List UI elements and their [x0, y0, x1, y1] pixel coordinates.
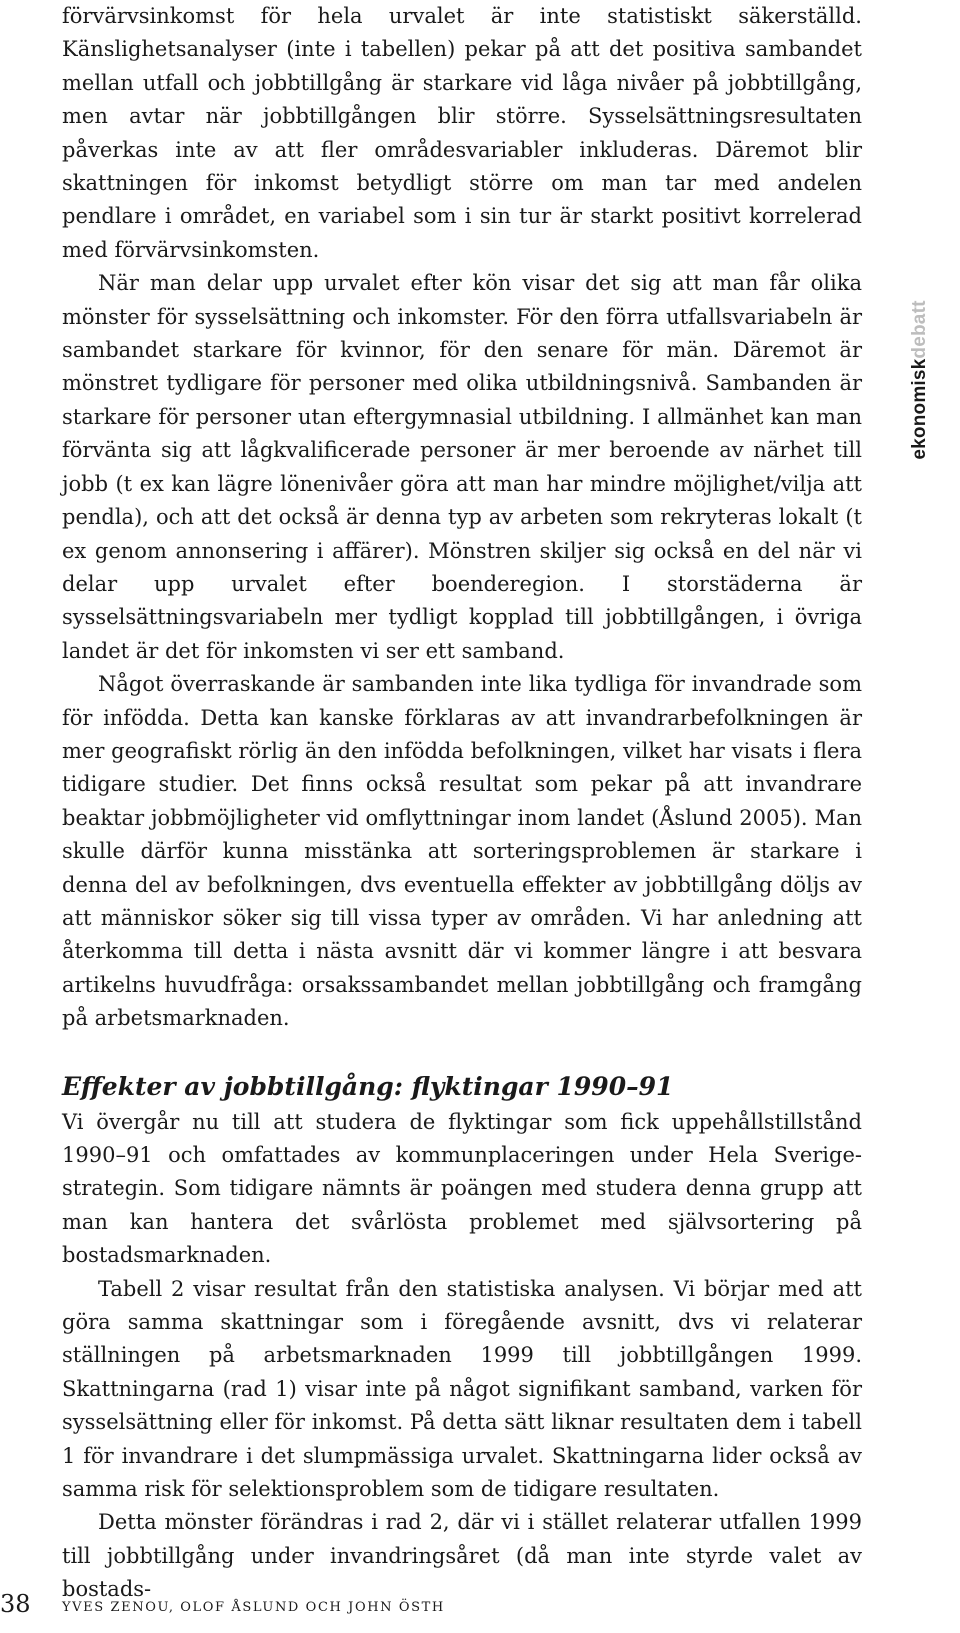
journal-logo-part1: ekonomisk	[909, 358, 930, 460]
paragraph: När man delar upp urvalet efter kön visar det sig att man får olika mönster för sysselsättning och inkomster. För den förra utfallsvariabeln är sambandet starkare för kvinnor, för den senare för män. Däremot är mönstret tydligare för personer med olika utbildningsnivå. Sambanden är starkare för personer utan eftergymnasial utbildning. I allmänhet kan man förvänta sig att lågkvalificerade personer är mer beroende av närhet till jobb (t ex kan lägre lönenivåer göra att man har mindre möjlighet/vilja att pendla), och att det också är denna typ av arbeten som rekryteras lokalt (t ex genom annonsering i affärer). Mönstren skiljer sig också en del när vi delar upp urvalet efter boenderegion. I storstäderna är sysselsättningsvariabeln mer tydligt kopplad till jobbtillgången, i övriga landet är det för inkomsten vi ser ett samband.	[62, 271, 862, 663]
journal-logo-part2: debatt	[909, 300, 930, 359]
paragraph: Tabell 2 visar resultat från den statistiska analysen. Vi börjar med att göra samma skattningar som i föregående avsnitt, dvs vi relaterar ställningen på arbetsmarknaden 1999 till jobbtillgången 1999. Skattningarna (rad 1) visar inte på något signifikant samband, varken för sysselsättning eller för inkomst. På detta sätt liknar resultaten dem i tabell 1 för invandrare i det slumpmässiga urvalet. Skattningarna lider också av samma risk för selektionsproblem som de tidigare resultaten.	[62, 1276, 862, 1502]
running-footer-authors: YVES ZENOU, OLOF ÅSLUND OCH JOHN ÖSTH	[62, 1600, 445, 1615]
page-number: 38	[0, 1590, 31, 1618]
article-body	[62, 0, 862, 1607]
journal-logo	[909, 300, 931, 459]
paragraph: Detta mönster förändras i rad 2, där vi i stället relaterar utfallen 1999 till jobbtillgång under invandringsåret (då man inte styrde valet av bostads-	[62, 1510, 862, 1602]
paragraph: Vi övergår nu till att studera de flyktingar som fick uppehållstillstånd 1990–91 och omfattades av kommunplaceringen under Hela Sverige-strategin. Som tidigare nämnts är poängen med studera denna grupp att man kan hantera det svårlösta problemet med självsortering på bostadsmarknaden.	[62, 1109, 862, 1268]
journal-side-label	[900, 270, 940, 490]
paragraph: förvärvsinkomst för hela urvalet är inte statistiskt säkerställd. Känslighetsanalyser (inte i tabellen) pekar på att det positiva sambandet mellan utfall och jobbtillgång är starkare vid låga nivåer på jobbtillgång, men avtar när jobbtillgången blir större. Sysselsättningsresultaten påverkas inte av att fler områdesvariabler inkluderas. Däremot blir skattningen för inkomst betydligt större om man tar med andelen pendlare i området, en variabel som i sin tur är starkt positivt korrelerad med förvärvsinkomsten.	[62, 4, 862, 262]
paragraph: Något överraskande är sambanden inte lika tydliga för invandrade som för infödda. Detta kan kanske förklaras av att invandrarbefolkningen är mer geografiskt rörlig än den infödda befolkningen, vilket har visats i flera tidigare studier. Det finns också resultat som pekar på att invandrare beaktar jobbmöjligheter vid omflyttningar inom landet (Åslund 2005). Man skulle därför kunna misstänka att sorteringsproblemen är starkare i denna del av befolkningen, dvs eventuella effekter av jobbtillgång döljs av att människor söker sig till vissa typer av områden. Vi har anledning att återkomma till detta i nästa avsnitt där vi kommer längre i att besvara artikelns huvudfråga: orsakssambandet mellan jobbtillgång och framgång på arbetsmarknaden.	[62, 672, 862, 1031]
section-heading: Effekter av jobbtillgång: flyktingar 1990–91	[62, 1071, 674, 1101]
